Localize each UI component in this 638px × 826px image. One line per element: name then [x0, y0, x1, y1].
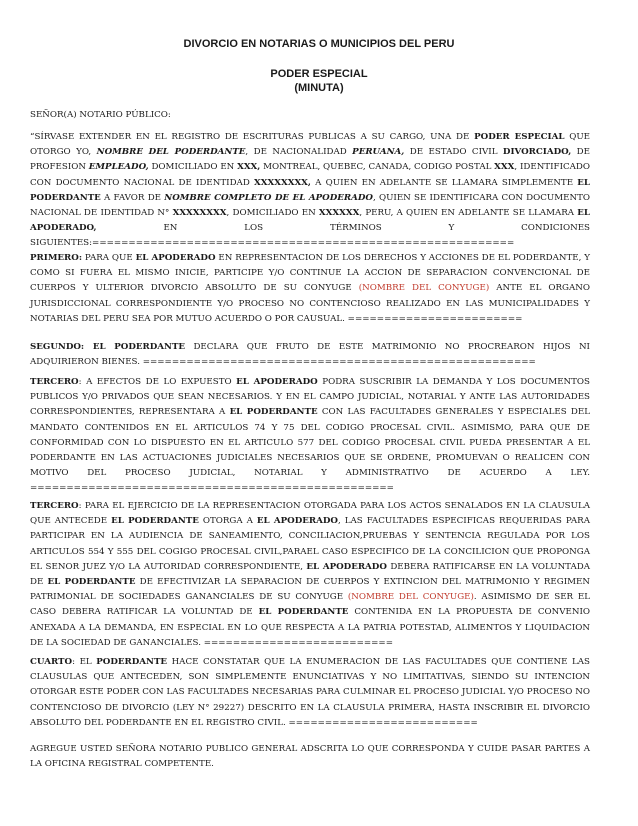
- clause-tercero-1: TERCERO: A EFECTOS DE LO EXPUESTO EL APODERADO PODRA SUSCRIBIR LA DEMANDA Y LOS DOCUMENTOS PUBLICOS Y/O PRIVADOS QUE SEAN NECESARIOS. Y EN EL CAMPO JUDICIAL, NOTARIAL Y ANTE LAS AUTORIDADES CORRESPONDIENTES, REPRESENTARA A EL PODERDANTE CON LAS FACULTADES GENERALES Y ESPECIALES DEL MANDATO CONTENIDOS EN EL ARTICULOS 74 Y 75 DEL CODIGO PROCESAL CIVIL. ASIMISMO, PARA QUE DE CONFORMIDAD CON LO DISPUESTO EN EL ARTICULO 577 DEL CODIGO PROCESAL CIVIL PUEDA PRESENTAR A EL PODERDANTE EN LAS ACTUACIONES JUDICIALES NECESARIOS QUE SE ORDENE, PROMUEVAN O REALICEN CON MOTIVO DEL PROCESO JUDICIAL, NOTARIAL Y ADMINISTRATIVO DE ACUERDO A LEY. ==================================================: [30, 377, 591, 494]
- clause-cuarto: CUARTO: EL PODERDANTE HACE CONSTATAR QUE LA ENUMERACION DE LAS FACULTADES QUE CONTIENE LAS CLAUSULAS QUE ANTECEDEN, SON SIMPLEMENTE ENUNCIATIVAS Y NO LIMITATIVAS, SIENDO SU INTENCION OTORGAR ESTE PODER CON LAS FACULTADES NECESARIAS PARA CULMINAR EL PROCESO JUDICIAL Y/O PROCESO NO CONTENCIOSO DE DIVORCIO (LEY N° 29227) DESCRITO EN LA CLAUSULA PRIMERA, HASTA INSCRIBIR EL DIVORCIO ABSOLUTO DEL PODERDANTE EN EL REGISTRO CIVIL. ==========================: [30, 657, 591, 728]
- closing-paragraph: AGREGUE USTED SEÑORA NOTARIO PUBLICO GENERAL ADSCRITA LO QUE CORRESPONDA Y CUIDE PASAR PARTES A LA OFICINA REGISTRAL COMPETENTE.: [30, 744, 590, 770]
- document-subtitle: PODER ESPECIAL: [270, 68, 368, 80]
- clause-segundo: SEGUNDO: EL PODERDANTE DECLARA QUE FRUTO DE ESTE MATRIMONIO NO PROCREARON HIJOS NI ADQUIRIERON BIENES. ======================================================: [30, 342, 590, 368]
- document-subtitle-minuta: (MINUTA): [294, 82, 344, 94]
- clause-tercero-2: TERCERO: PARA EL EJERCICIO DE LA REPRESENTACION OTORGADA PARA LOS ACTOS SENALADOS EN LA CLAUSULA QUE ANTECEDE EL PODERDANTE OTORGA A EL APODERADO, LAS FACULTADES ESPECIFICAS REQUERIDAS PARA PARTICIPAR EN LA AUDIENCIA DE SANEAMIENTO, CONCILIACION,PRUEBAS Y SENTENCIA REGULADA POR LOS ARTICULOS 554 Y 555 DEL COGIGO PROCESAL CIVIL,PARAEL CASO ESPECIFICO DE LA CONCILICION QUE PROPONGA EL SENOR JUEZ Y/O LA AUTORIDAD CORRESPONDIENTE, EL APODERADO DEBERA RATIFICARSE EN LA VOLUNTADA DE EL PODERDANTE DE EFECTIVIZAR LA SEPARACION DE CUERPOS Y EXTINCION DEL MATRIMONIO Y REGIMEN PATRIMONIAL DE SOCIEDADES GANANCIALES DE SU CONYUGE (NOMBRE DEL CONYUGE). ASIMISMO DE SER EL CASO DEBERA RATIFICAR LA VOLUNTAD DE EL PODERDANTE CONTENIDA EN LA PROPUESTA DE CONVENIO ANEXADA A LA DEMANDA, EN ESPECIAL EN LO QUE RESPECTA A LA PATRIA POTESTAD, ALIMENTOS Y LIQUIDACION DE LA SOCIEDAD DE GANANCIALES. ==========================: [30, 501, 591, 648]
- intro-paragraph: “SÍRVASE EXTENDER EN EL REGISTRO DE ESCRITURAS PUBLICAS A SU CARGO, UNA DE PODER ESPECIAL QUE OTORGO YO, NOMBRE DEL PODERDANTE, DE NACIONALIDAD PERUANA, DE ESTADO CIVIL DIVORCIADO, DE PROFESION EMPLEADO, DOMICILIADO EN XXX, MONTREAL, QUEBEC, CANADA, CODIGO POSTAL XXX, IDENTIFICADO CON DOCUMENTO NACIONAL DE IDENTIDAD XXXXXXXX, A QUIEN EN ADELANTE SE LLAMARA SIMPLEMENTE EL PODERDANTE A FAVOR DE NOMBRE COMPLETO DE EL APODERADO, QUIEN SE IDENTIFICARA CON DOCUMENTO NACIONAL DE IDENTIDAD N° XXXXXXXX, DOMICILIADO EN XXXXXX, PERU, A QUIEN EN ADELANTE SE LLAMARA EL APODERADO, EN LOS TÉRMINOS Y CONDICIONES SIGUIENTES:==========================================================: [30, 132, 591, 249]
- salutation: SEÑOR(A) NOTARIO PÚBLICO:: [30, 110, 171, 120]
- clause-primero: PRIMERO: PARA QUE EL APODERADO EN REPRESENTACION DE LOS DERECHOS Y ACCIONES DE EL PODERDANTE, Y COMO SI FUERA EL MISMO INICIE, PARTICIPE Y/O CONTINUE LA ACCION DE SEPARACION CONVENCIONAL DE CUERPOS Y ULTERIOR DIVORCIO ABSOLUTO DE SU CONYUGE (NOMBRE DEL CONYUGE) ANTE EL ORGANO JURISDICCIONAL CORRESPONDIENTE Y/O PROCESO NO CONTENCIOSO REALIZADO EN LAS MUNICIPALIDADES Y NOTARIAS DEL PERU SEA POR MUTUO ACUERDO O POR CAUSUAL. ========================: [30, 253, 590, 324]
- document-title: DIVORCIO EN NOTARIAS O MUNICIPIOS DEL PERU: [183, 38, 455, 50]
